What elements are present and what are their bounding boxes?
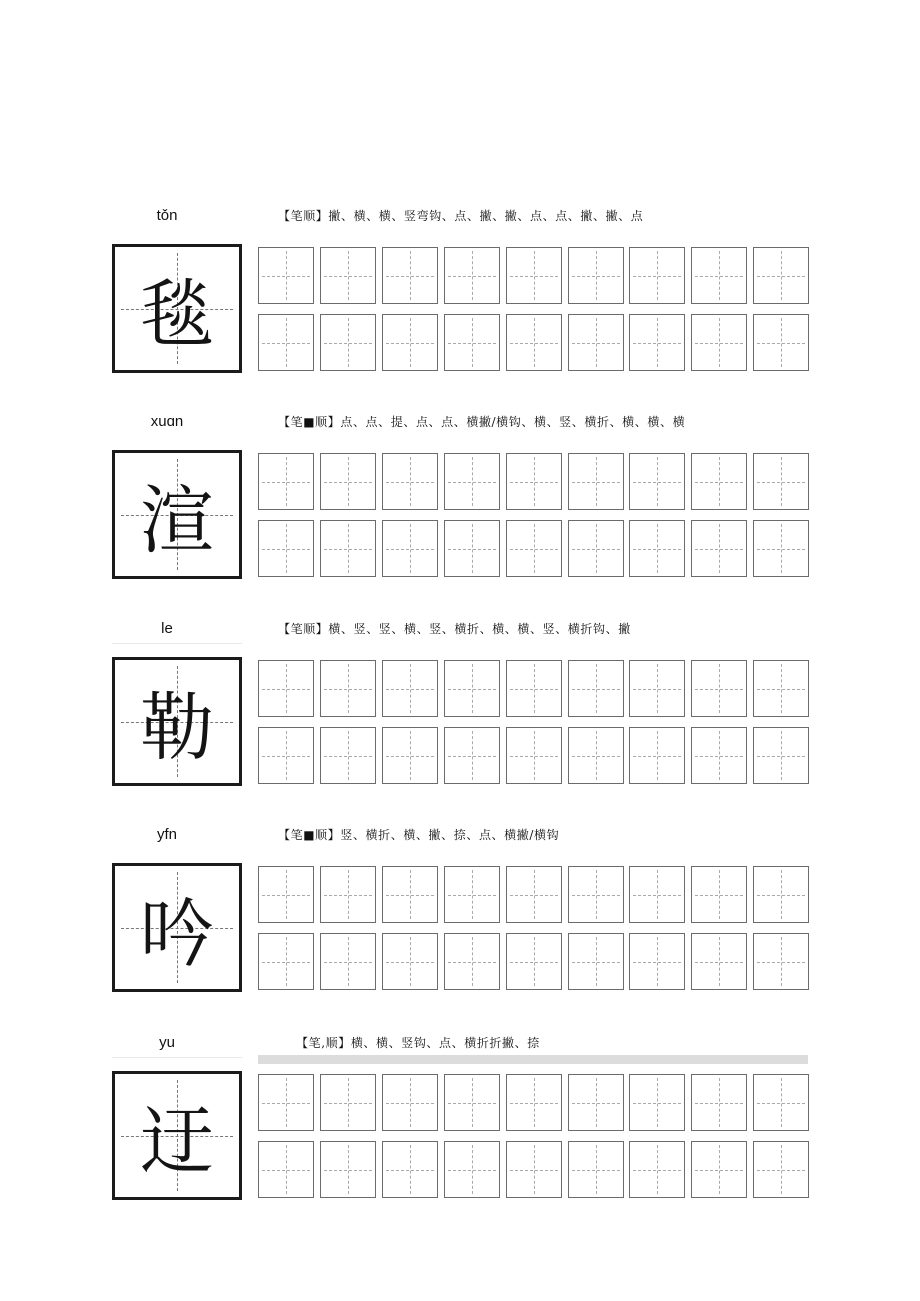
model-character-box [112, 244, 242, 373]
practice-cell [629, 1141, 685, 1198]
divider [112, 1057, 242, 1058]
practice-cell [691, 866, 747, 923]
practice-cell [629, 247, 685, 304]
practice-cell [258, 1141, 314, 1198]
practice-cell [444, 453, 500, 510]
practice-cell [753, 660, 809, 717]
pinyin: tǒn [156, 207, 178, 224]
practice-cell [382, 520, 438, 577]
practice-cell [629, 314, 685, 371]
practice-cell [382, 1074, 438, 1131]
practice-cell [320, 314, 376, 371]
practice-cell [691, 453, 747, 510]
practice-cell [444, 660, 500, 717]
practice-cell [320, 247, 376, 304]
practice-cell [320, 933, 376, 990]
practice-cell [753, 453, 809, 510]
practice-cell [320, 660, 376, 717]
entry-2 [0, 412, 920, 612]
practice-cell [320, 727, 376, 784]
model-character: 渲 [140, 477, 214, 564]
practice-cell [629, 520, 685, 577]
entry-4 [0, 825, 920, 1025]
model-character-box [112, 657, 242, 786]
practice-cell [258, 660, 314, 717]
practice-cell [320, 1141, 376, 1198]
practice-cell [258, 453, 314, 510]
practice-cell [258, 866, 314, 923]
model-character-box [112, 450, 242, 579]
stroke-order: 【笔,顺】横、横、竖钩、点、横折折撇、捺 [296, 1036, 540, 1050]
practice-cell [382, 453, 438, 510]
practice-cell [568, 1141, 624, 1198]
practice-cell [691, 727, 747, 784]
practice-cell [444, 866, 500, 923]
practice-cell [753, 727, 809, 784]
practice-cell [382, 933, 438, 990]
practice-cell [629, 933, 685, 990]
practice-cell [320, 453, 376, 510]
practice-cell [382, 1141, 438, 1198]
practice-cell [444, 314, 500, 371]
practice-cell [258, 933, 314, 990]
practice-cell [691, 660, 747, 717]
model-character: 毯 [140, 271, 214, 358]
practice-cell [506, 933, 562, 990]
practice-cell [629, 727, 685, 784]
practice-cell [382, 660, 438, 717]
practice-cell [382, 866, 438, 923]
practice-cell [444, 933, 500, 990]
entry-3 [0, 619, 920, 819]
stroke-order: 【笔■顺】点、点、提、点、点、横撇/横钩、横、竖、横折、横、横、横 [278, 415, 686, 429]
model-character-box [112, 863, 242, 992]
practice-cell [506, 453, 562, 510]
practice-cell [691, 247, 747, 304]
practice-cell [753, 866, 809, 923]
practice-cell [506, 247, 562, 304]
practice-cell [258, 520, 314, 577]
practice-cell [691, 933, 747, 990]
stroke-order: 【笔■顺】竖、横折、横、撇、捺、点、横撇/横钩 [278, 828, 560, 842]
practice-cell [444, 520, 500, 577]
practice-cell [320, 866, 376, 923]
model-character: 勒 [140, 684, 214, 771]
practice-cell [691, 1141, 747, 1198]
practice-cell [506, 1141, 562, 1198]
practice-cell [753, 247, 809, 304]
practice-cell [568, 247, 624, 304]
model-character: 迂 [140, 1098, 214, 1185]
gray-bar [258, 1055, 808, 1064]
entry-1 [0, 206, 920, 406]
practice-cell [568, 1074, 624, 1131]
practice-cell [568, 314, 624, 371]
practice-cell [691, 314, 747, 371]
model-character: 吟 [140, 890, 214, 977]
practice-cell [444, 1141, 500, 1198]
practice-cell [568, 660, 624, 717]
model-character-box [112, 1071, 242, 1200]
practice-cell [568, 727, 624, 784]
practice-cell [382, 314, 438, 371]
practice-cell [444, 247, 500, 304]
practice-cell [258, 314, 314, 371]
practice-cell [506, 520, 562, 577]
entry-5 [0, 1033, 920, 1233]
practice-cell [506, 866, 562, 923]
practice-cell [568, 933, 624, 990]
practice-cell [753, 1074, 809, 1131]
pinyin: yu [159, 1034, 175, 1051]
practice-cell [691, 1074, 747, 1131]
practice-cell [320, 520, 376, 577]
divider [112, 643, 242, 644]
practice-cell [568, 520, 624, 577]
pinyin: le [161, 620, 173, 637]
practice-cell [629, 453, 685, 510]
practice-cell [506, 314, 562, 371]
practice-cell [258, 247, 314, 304]
practice-cell [629, 866, 685, 923]
practice-cell [753, 520, 809, 577]
practice-cell [568, 453, 624, 510]
stroke-order: 【笔顺】横、竖、竖、横、竖、横折、横、横、竖、横折钩、撇 [278, 622, 631, 636]
practice-cell [506, 660, 562, 717]
practice-cell [258, 1074, 314, 1131]
practice-cell [629, 1074, 685, 1131]
practice-cell [506, 727, 562, 784]
practice-cell [568, 866, 624, 923]
practice-cell [506, 1074, 562, 1131]
practice-cell [444, 727, 500, 784]
practice-cell [382, 727, 438, 784]
practice-cell [691, 520, 747, 577]
practice-cell [258, 727, 314, 784]
practice-cell [382, 247, 438, 304]
pinyin: yfn [156, 826, 177, 843]
practice-cell [320, 1074, 376, 1131]
practice-cell [753, 1141, 809, 1198]
pinyin: xuɑn [150, 413, 184, 430]
practice-cell [753, 933, 809, 990]
practice-cell [753, 314, 809, 371]
practice-cell [444, 1074, 500, 1131]
stroke-order: 【笔顺】撇、横、横、竖弯钩、点、撇、撇、点、点、撇、撇、点 [278, 209, 644, 223]
practice-cell [629, 660, 685, 717]
